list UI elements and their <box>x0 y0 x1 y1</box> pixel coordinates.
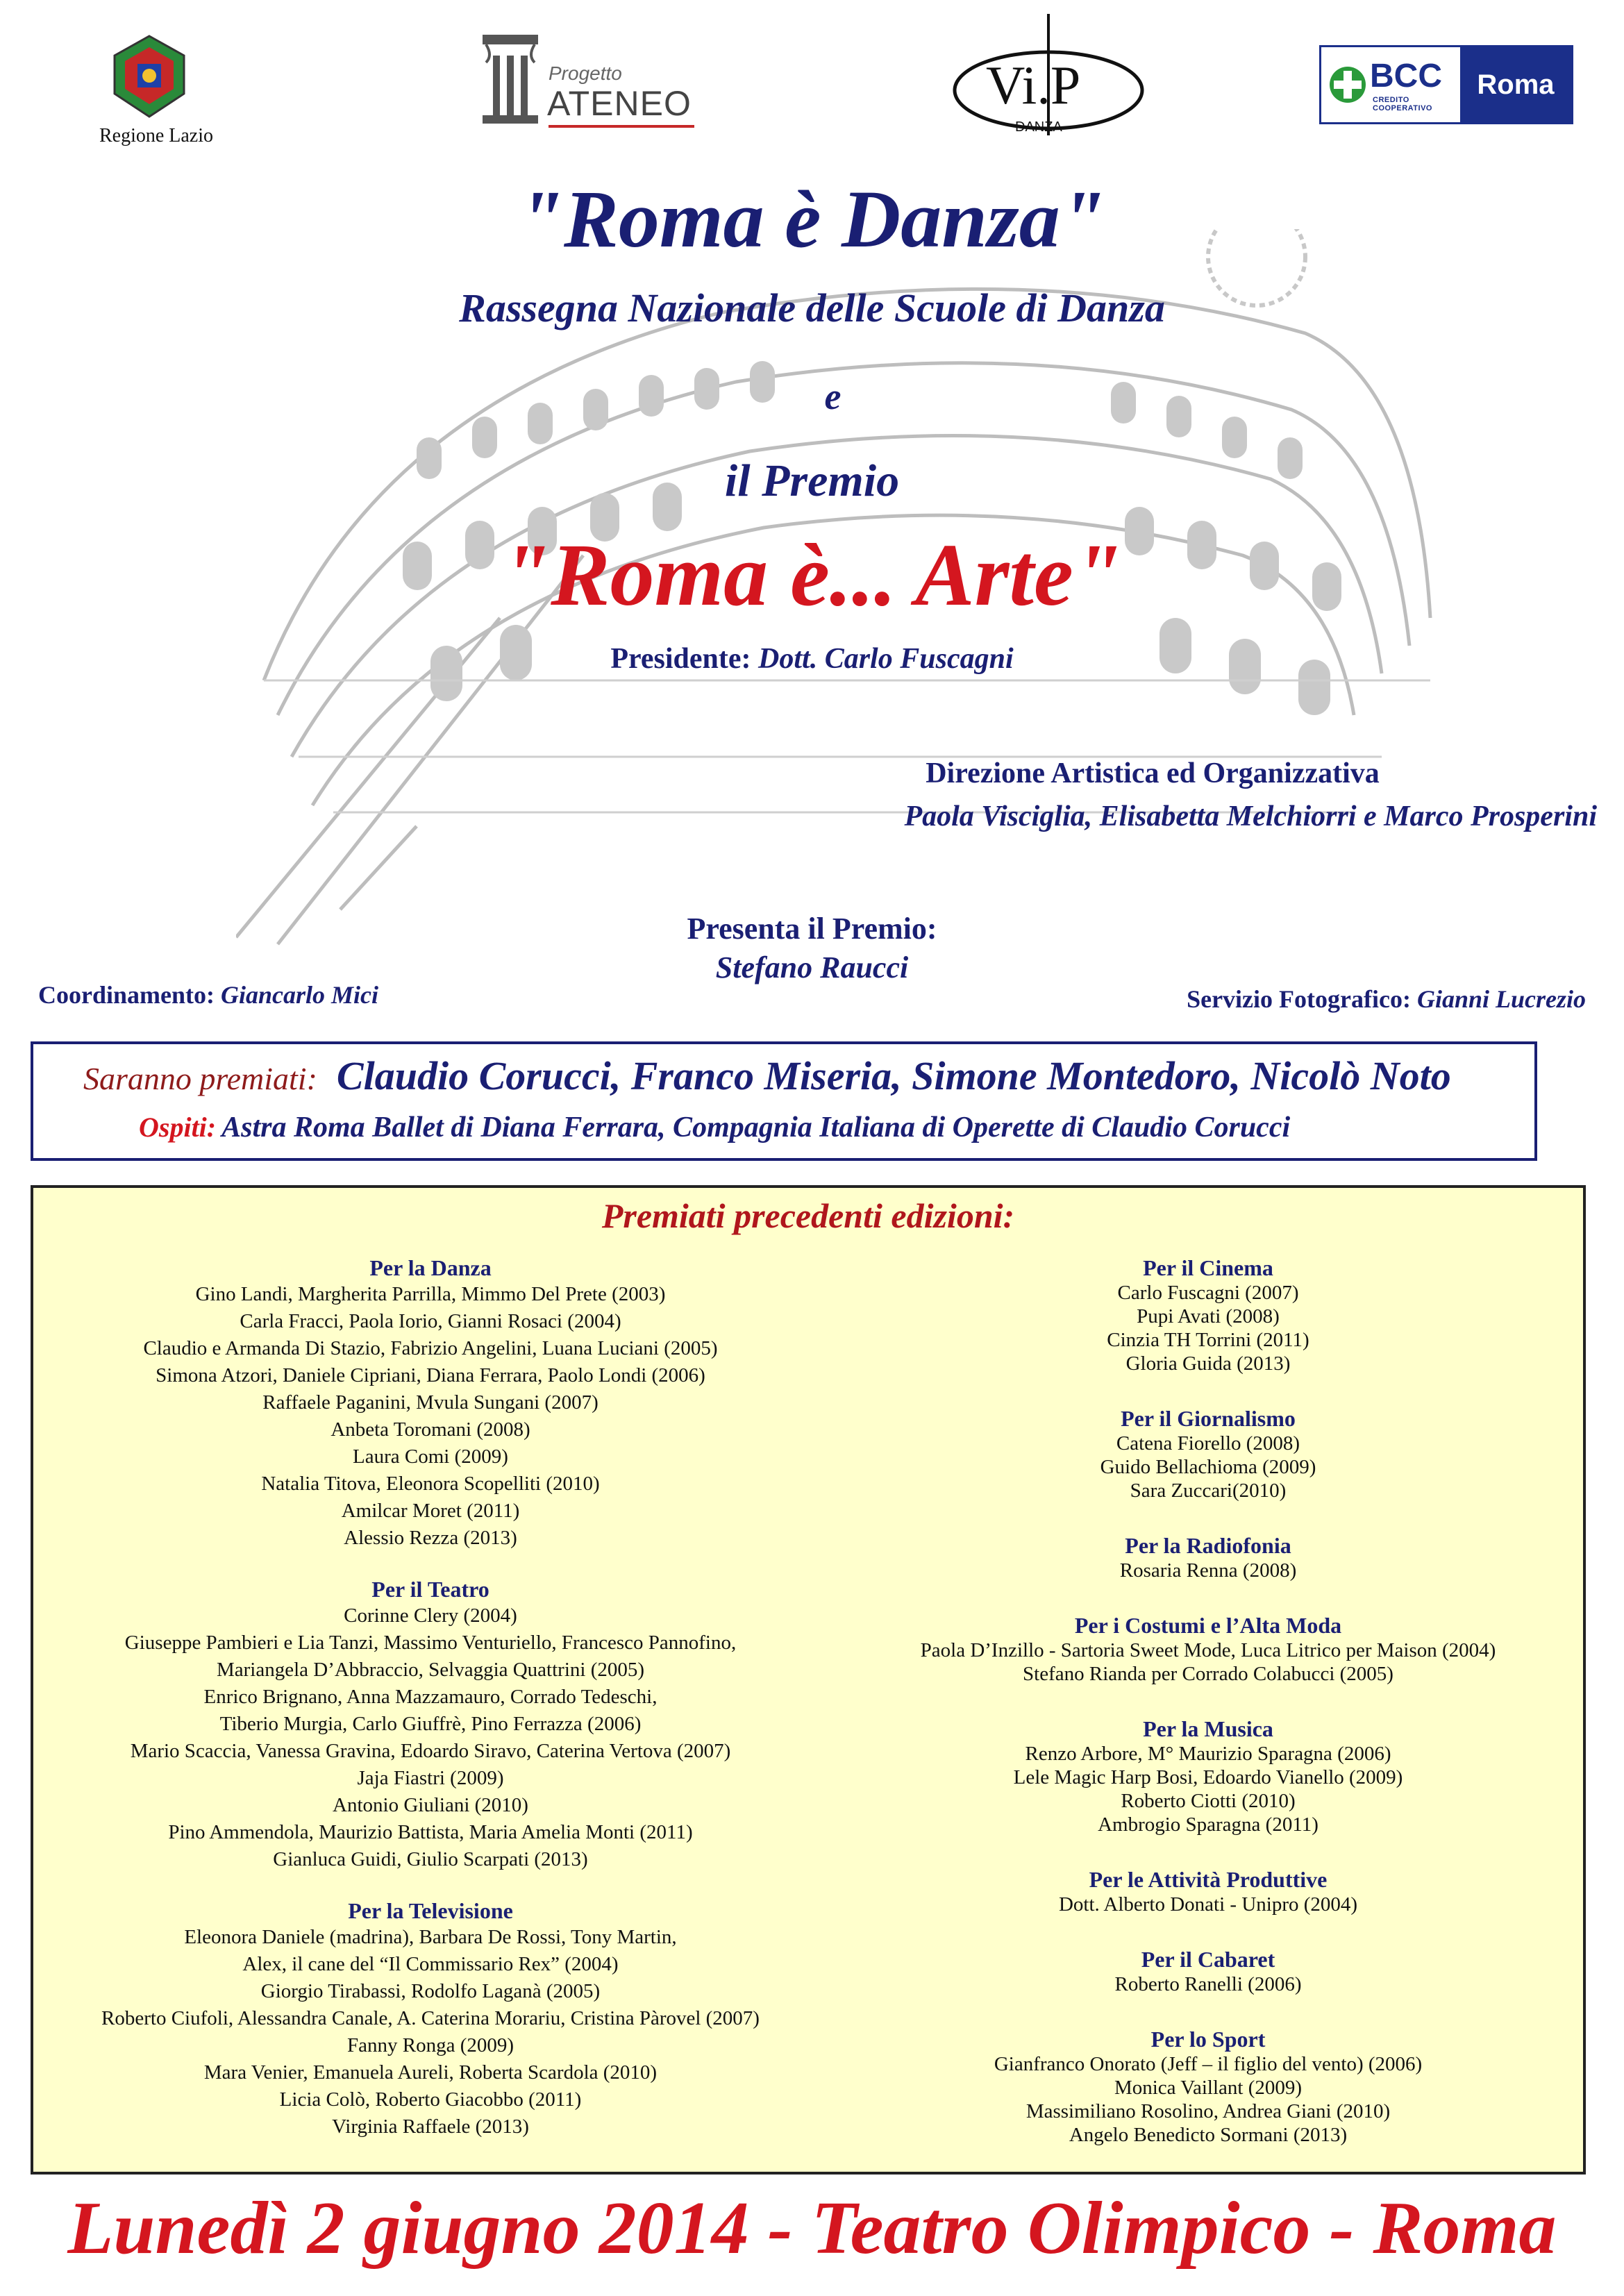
award-recipient-line: Catena Fiorello (2008) <box>1116 1432 1300 1455</box>
coordinamento-name: Giancarlo Mici <box>221 981 379 1009</box>
award-recipient-line: Angelo Benedicto Sormani (2013) <box>1069 2124 1348 2146</box>
award-recipient-line: Gino Landi, Margherita Parrilla, Mimmo Del Prete (2003) <box>195 1283 666 1305</box>
progetto-ateneo-logo <box>479 28 701 132</box>
award-category <box>62 1255 798 1552</box>
award-recipient-line: Mario Scaccia, Vanessa Gravina, Edoardo Siravo, Caterina Vertova (2007) <box>130 1740 731 1762</box>
award-category-heading: Per il Giornalismo <box>1121 1406 1296 1431</box>
award-category-heading: Per la Danza <box>369 1255 492 1280</box>
award-category-heading: Per lo Sport <box>1150 2027 1266 2052</box>
ospiti-row <box>139 1111 1534 1144</box>
previous-editions-right-column <box>861 1255 1555 2147</box>
ospiti-names: Astra Roma Ballet di Diana Ferrara, Compagnia Italiana di Operette di Claudio Corucci <box>221 1112 1291 1143</box>
coordinamento-line <box>38 980 378 1009</box>
award-recipient-line: Sara Zuccari(2010) <box>1130 1480 1287 1502</box>
ospiti-label: Ospiti: <box>139 1112 217 1143</box>
bcc-name-text: BCC <box>1370 58 1442 94</box>
award-recipient-line: Alessio Rezza (2013) <box>344 1527 517 1549</box>
award-recipient-line: Gianfranco Onorato (Jeff – il figlio del vento) (2006) <box>994 2053 1423 2075</box>
award-recipient-line: Mariangela D’Abbraccio, Selvaggia Quattrini (2005) <box>216 1659 645 1681</box>
award-recipient-line: Cinzia TH Torrini (2011) <box>1107 1329 1309 1351</box>
award-category <box>861 1716 1555 1836</box>
award-recipient-line: Jaja Fiastri (2009) <box>357 1767 504 1789</box>
section-spacer <box>62 1873 798 1898</box>
previous-editions-title: Premiati precedenti edizioni: <box>601 1196 1015 1235</box>
award-recipient-line: Simona Atzori, Daniele Cipriani, Diana Ferrara, Paolo Londi (2006) <box>156 1364 705 1386</box>
award-category-heading: Per la Musica <box>1143 1716 1273 1741</box>
presenta-label: Presenta il Premio: <box>687 912 937 946</box>
ateneo-small-text: Progetto <box>549 62 622 84</box>
event-subtitle: Rassegna Nazionale delle Scuole di Danza <box>459 285 1165 330</box>
award-recipient-line: Laura Comi (2009) <box>353 1446 508 1468</box>
award-recipient-line: Antonio Giuliani (2010) <box>333 1794 528 1816</box>
award-recipient-line: Paola D’Inzillo - Sartoria Sweet Mode, Luca Litrico per Maison (2004) <box>920 1639 1496 1661</box>
bcc-sub-text: CREDITO COOPERATIVO <box>1373 96 1432 112</box>
award-recipient-line: Roberto Ciotti (2010) <box>1121 1790 1296 1812</box>
bcc-left-panel <box>1321 47 1460 122</box>
award-category-heading: Per il Cinema <box>1143 1255 1273 1280</box>
award-recipient-line: Roberto Ranelli (2006) <box>1114 1973 1302 1995</box>
premiati-label: Saranno premiati: <box>83 1061 317 1096</box>
direzione-title: Direzione Artistica ed Organizzativa <box>926 757 1380 789</box>
event-title: "Roma è Danza" <box>518 174 1106 265</box>
award-category-heading: Per la Radiofonia <box>1125 1533 1291 1558</box>
award-recipient-line: Virginia Raffaele (2013) <box>332 2115 529 2138</box>
award-recipient-line: Enrico Brignano, Anna Mazzamauro, Corrado Tedeschi, <box>203 1686 658 1708</box>
foto-label: Servizio Fotografico: <box>1187 985 1411 1013</box>
award-recipient-line: Fanny Ronga (2009) <box>346 2034 514 2056</box>
regione-lazio-emblem-icon <box>111 35 187 118</box>
award-recipient-line: Lele Magic Harp Bosi, Edoardo Vianello (2009) <box>1013 1766 1403 1788</box>
servizio-fotografico-line <box>1187 984 1586 1014</box>
award-recipient-line: Pupi Avati (2008) <box>1137 1305 1280 1327</box>
regione-lazio-caption: Regione Lazio <box>99 125 214 146</box>
award-recipient-line: Claudio e Armanda Di Stazio, Fabrizio Angelini, Luana Luciani (2005) <box>143 1337 718 1359</box>
award-category <box>861 1613 1555 1686</box>
vip-label-text: DANZA <box>1015 119 1062 135</box>
coordinamento-label: Coordinamento: <box>38 981 215 1009</box>
award-category <box>861 1255 1555 1375</box>
ateneo-big-text: ATENEO <box>547 84 692 123</box>
award-category <box>861 1533 1555 1582</box>
award-recipient-line: Monica Vaillant (2009) <box>1114 2077 1303 2099</box>
conjunction-text: e <box>824 376 842 417</box>
event-date-venue: Lunedì 2 giugno 2014 - Teatro Olimpico - Roma <box>67 2187 1557 2270</box>
award-recipient-line: Stefano Rianda per Corrado Colabucci (2005) <box>1023 1663 1393 1685</box>
award-category <box>861 1406 1555 1502</box>
presenta-name: Stefano Raucci <box>715 950 909 984</box>
award-recipient-line: Eleonora Daniele (madrina), Barbara De Rossi, Tony Martin, <box>184 1926 677 1948</box>
award-recipient-line: Dott. Alberto Donati - Unipro (2004) <box>1058 1893 1358 1916</box>
presidente-name: Dott. Carlo Fuscagni <box>758 643 1014 675</box>
award-category <box>62 1577 798 1873</box>
section-spacer <box>861 1502 1555 1533</box>
section-spacer <box>861 1686 1555 1716</box>
previous-editions-left-column <box>62 1255 798 2140</box>
ateneo-underline <box>549 125 694 128</box>
foto-name: Gianni Lucrezio <box>1416 985 1586 1013</box>
bcc-city-text: Roma <box>1460 47 1571 122</box>
direzione-names: Paola Visciglia, Elisabetta Melchiorri e Marco Prosperini <box>904 801 1597 832</box>
presidente-line <box>0 642 1624 676</box>
award-recipient-line: Gloria Guida (2013) <box>1125 1352 1291 1375</box>
award-category-heading: Per i Costumi e l’Alta Moda <box>1074 1613 1342 1638</box>
award-category-heading: Per le Attività Produttive <box>1089 1867 1328 1892</box>
regione-lazio-logo <box>90 35 222 153</box>
award-category-heading: Per il Teatro <box>371 1577 489 1602</box>
award-recipient-line: Alex, il cane del “Il Commissario Rex” (2004) <box>242 1953 619 1975</box>
section-spacer <box>861 1582 1555 1613</box>
presidente-label: Presidente: <box>610 643 751 675</box>
premiati-row <box>83 1053 1569 1099</box>
premiati-names: Claudio Corucci, Franco Miseria, Simone Montedoro, Nicolò Noto <box>336 1053 1451 1098</box>
section-spacer <box>861 1836 1555 1867</box>
award-recipient-line: Massimiliano Rosolino, Andrea Giani (2010) <box>1026 2100 1391 2122</box>
award-recipient-line: Giuseppe Pambieri e Lia Tanzi, Massimo Venturiello, Francesco Pannofino, <box>124 1632 737 1654</box>
section-spacer <box>861 1996 1555 2027</box>
award-recipient-line: Carlo Fuscagni (2007) <box>1117 1282 1299 1304</box>
award-recipient-line: Mara Venier, Emanuela Aureli, Roberta Scardola (2010) <box>203 2061 658 2084</box>
award-recipient-line: Guido Bellachioma (2009) <box>1100 1456 1316 1478</box>
award-category-heading: Per la Televisione <box>348 1898 513 1923</box>
award-recipient-line: Carla Fracci, Paola Iorio, Gianni Rosaci (2004) <box>240 1310 621 1332</box>
section-spacer <box>861 1916 1555 1947</box>
award-recipient-line: Licia Colò, Roberto Giacobbo (2011) <box>279 2088 582 2111</box>
award-recipient-line: Giorgio Tirabassi, Rodolfo Laganà (2005) <box>260 1980 601 2002</box>
vip-mark-text: Vi.P <box>986 55 1081 115</box>
award-recipient-line: Gianluca Guidi, Giulio Scarpati (2013) <box>273 1848 588 1870</box>
award-recipient-line: Anbeta Toromani (2008) <box>330 1418 530 1441</box>
bcc-roma-logo <box>1319 45 1573 124</box>
premio-title: "Roma è... Arte" <box>501 526 1123 624</box>
award-recipient-line: Rosaria Renna (2008) <box>1119 1559 1297 1582</box>
award-category <box>861 1947 1555 1996</box>
award-category <box>861 2027 1555 2147</box>
award-recipient-line: Renzo Arbore, M° Maurizio Sparagna (2006) <box>1025 1743 1391 1765</box>
vip-danza-logo <box>944 14 1153 139</box>
award-category <box>861 1867 1555 1916</box>
award-recipient-line: Ambrogio Sparagna (2011) <box>1098 1813 1319 1836</box>
award-recipient-line: Natalia Titova, Eleonora Scopelliti (2010) <box>261 1473 600 1495</box>
award-recipient-line: Raffaele Paganini, Mvula Sungani (2007) <box>262 1391 598 1414</box>
award-category-heading: Per il Cabaret <box>1141 1947 1275 1972</box>
award-recipient-line: Pino Ammendola, Maurizio Battista, Maria Amelia Monti (2011) <box>168 1821 693 1843</box>
award-recipient-line: Roberto Ciufoli, Alessandra Canale, A. Caterina Morariu, Cristina Pàrovel (2007) <box>101 2007 760 2029</box>
award-recipient-line: Amilcar Moret (2011) <box>341 1500 520 1522</box>
premio-intro: il Premio <box>724 455 900 506</box>
award-recipient-line: Tiberio Murgia, Carlo Giuffrè, Pino Ferrazza (2006) <box>219 1713 642 1735</box>
section-spacer <box>62 1552 798 1577</box>
column-icon <box>479 28 542 125</box>
award-category <box>62 1898 798 2140</box>
award-recipient-line: Corinne Clery (2004) <box>344 1604 517 1627</box>
bcc-cross-icon <box>1328 65 1367 104</box>
section-spacer <box>861 1375 1555 1406</box>
